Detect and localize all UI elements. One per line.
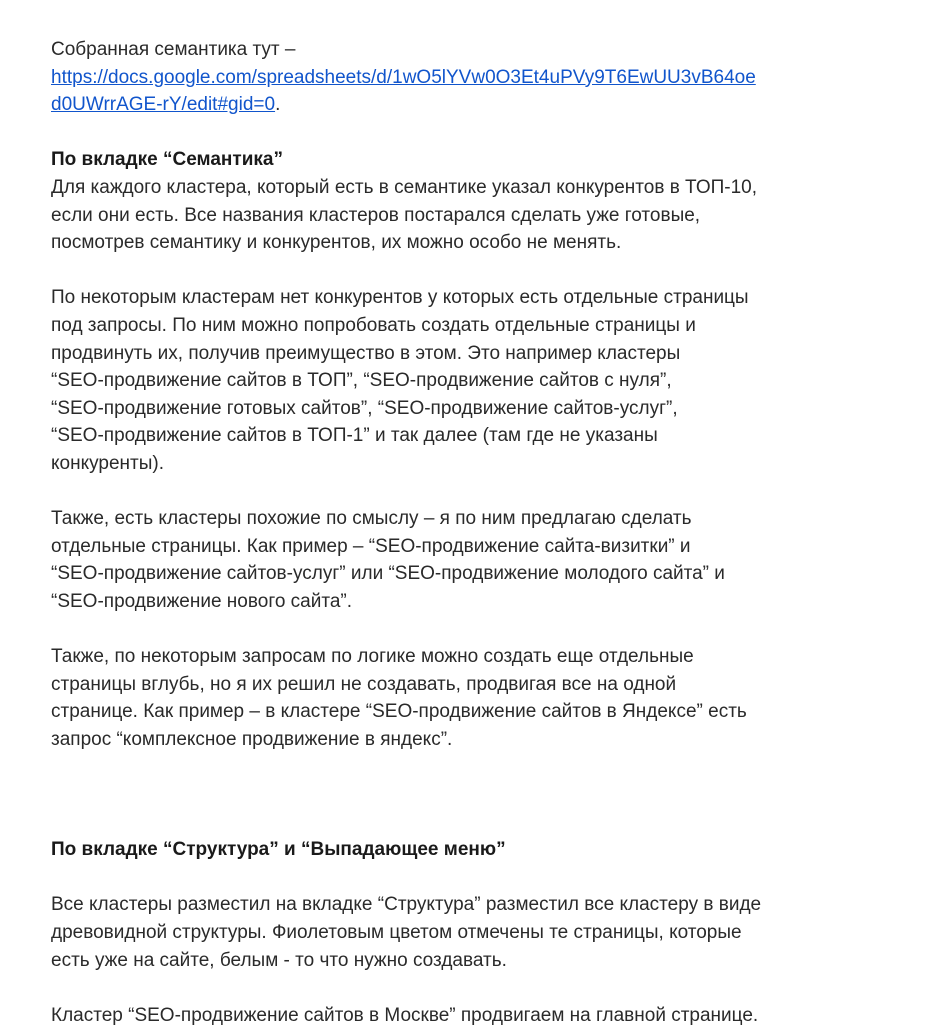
spacer xyxy=(51,753,921,836)
spacer xyxy=(51,119,921,147)
intro-paragraph xyxy=(51,36,921,119)
structure-paragraph-2: Кластер “SEO-продвижение сайтов в Москве” продвигаем на главной странице. xyxy=(51,1004,759,1026)
spacer xyxy=(51,615,921,643)
section-heading-structure: По вкладке “Структура” и “Выпадающее меню” xyxy=(51,839,506,861)
semantics-paragraph-3: Также, есть кластеры похожие по смыслу – я по ним предлагаю сделать отдельные страницы. Как пример – “SEO-продвижение сайта-визитки” и “SEO-продвижение сайтов-услуг” или “SEO-продвижение молодого сайта” и “SEO-продвижение нового сайта”. xyxy=(51,508,725,612)
semantics-paragraph-2: По некоторым кластерам нет конкурентов у которых есть отдельные страницы под запросы. По ним можно попробовать создать отдельные страницы и продвинуть их, получив преимущество в этом. Это например кластеры “SEO-продвижение сайтов в ТОП”, “SEO-продвижение сайтов с нуля”, “SEO-продвижение готовых сайтов”, “SEO-продвижение сайтов-услуг”, “SEO-продвижение сайтов в ТОП-1” и так далее (там где не указаны конкуренты). xyxy=(51,287,749,474)
spacer xyxy=(51,974,921,1002)
spacer xyxy=(51,257,921,285)
semantics-paragraph-1: Для каждого кластера, который есть в семантике указал конкурентов в ТОП-10, если они есть. Все названия кластеров постарался сделать уже готовые, посмотрев семантику и конкурентов, их можно особо не менять. xyxy=(51,176,757,254)
link-suffix: . xyxy=(275,94,281,116)
spreadsheet-link[interactable]: https://docs.google.com/spreadsheets/d/1wO5lYVw0O3Et4uPVy9T6EwUU3vB64oe d0UWrrAGE-rY/edit#gid=0 xyxy=(51,66,756,116)
spacer xyxy=(51,864,921,892)
document-body xyxy=(51,36,921,1029)
section-heading-semantics: По вкладке “Семантика” xyxy=(51,149,283,171)
intro-text: Собранная семантика тут – xyxy=(51,39,296,60)
structure-paragraph-1: Все кластеры разместил на вкладке “Структура” разместил все кластеру в виде древовидной структуры. Фиолетовым цветом отмечены те страницы, которые есть уже на сайте, белым - то что нужно создавать. xyxy=(51,894,762,971)
semantics-paragraph-4: Также, по некоторым запросам по логике можно создать еще отдельные страницы вглубь, но я их решил не создавать, продвигая все на одной странице. Как пример – в кластере “SEO-продвижение сайтов в Яндексе” есть запрос “комплексное продвижение в яндекс”. xyxy=(51,646,747,750)
spacer xyxy=(51,478,921,506)
